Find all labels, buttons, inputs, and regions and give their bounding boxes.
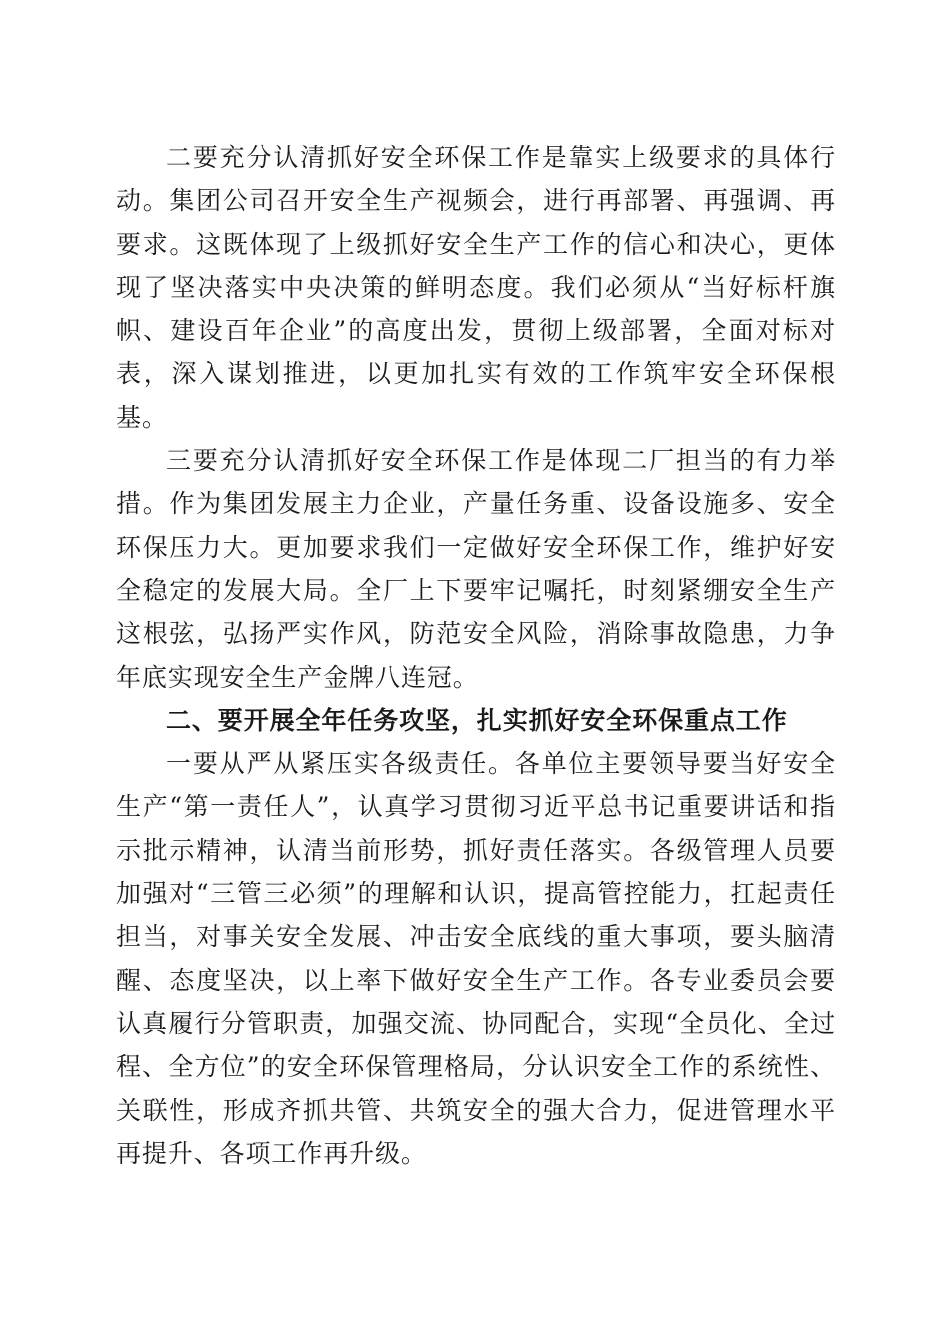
- document-page: [116, 136, 836, 1175]
- paragraph-second-requirement: 二要充分认清抓好安全环保工作是靠实上级要求的具体行动。集团公司召开安全生产视频会，进行再部署、再强调、再要求。这既体现了上级抓好安全生产工作的信心和决心，更体现了坚决落实中央决策的鲜明态度。我们必须从“当好标杆旗帜、建设百年企业”的高度出发，贯彻上级部署，全面对标对表，深入谋划推进，以更加扎实有效的工作筑牢安全环保根基。: [116, 143, 836, 432]
- paragraph-third-requirement: 三要充分认清抓好安全环保工作是体现二厂担当的有力举措。作为集团发展主力企业，产量任务重、设备设施多、安全环保压力大。更加要求我们一定做好安全环保工作，维护好安全稳定的发展大局。全厂上下要牢记嘱托，时刻紧绷安全生产这根弦，弘扬严实作风，防范安全风险，消除事故隐患，力争年底实现安全生产金牌八连冠。: [116, 446, 836, 692]
- paragraph-first-requirement: 一要从严从紧压实各级责任。各单位主要领导要当好安全生产“第一责任人”，认真学习贯彻习近平总书记重要讲话和指示批示精神，认清当前形势，抓好责任落实。各级管理人员要加强对“三管三必须”的理解和认识，提高管控能力，扛起责任担当，对事关安全发展、冲击安全底线的重大事项，要头脑清醒、态度坚决，以上率下做好安全生产工作。各专业委员会要认真履行分管职责，加强交流、协同配合，实现“全员化、全过程、全方位”的安全环保管理格局，分认识安全工作的系统性、关联性，形成齐抓共管、共筑安全的强大合力，促进管理水平再提升、各项工作再升级。: [116, 749, 836, 1168]
- section-heading-two: 二、要开展全年任务攻坚，扎实抓好安全环保重点工作: [166, 705, 788, 735]
